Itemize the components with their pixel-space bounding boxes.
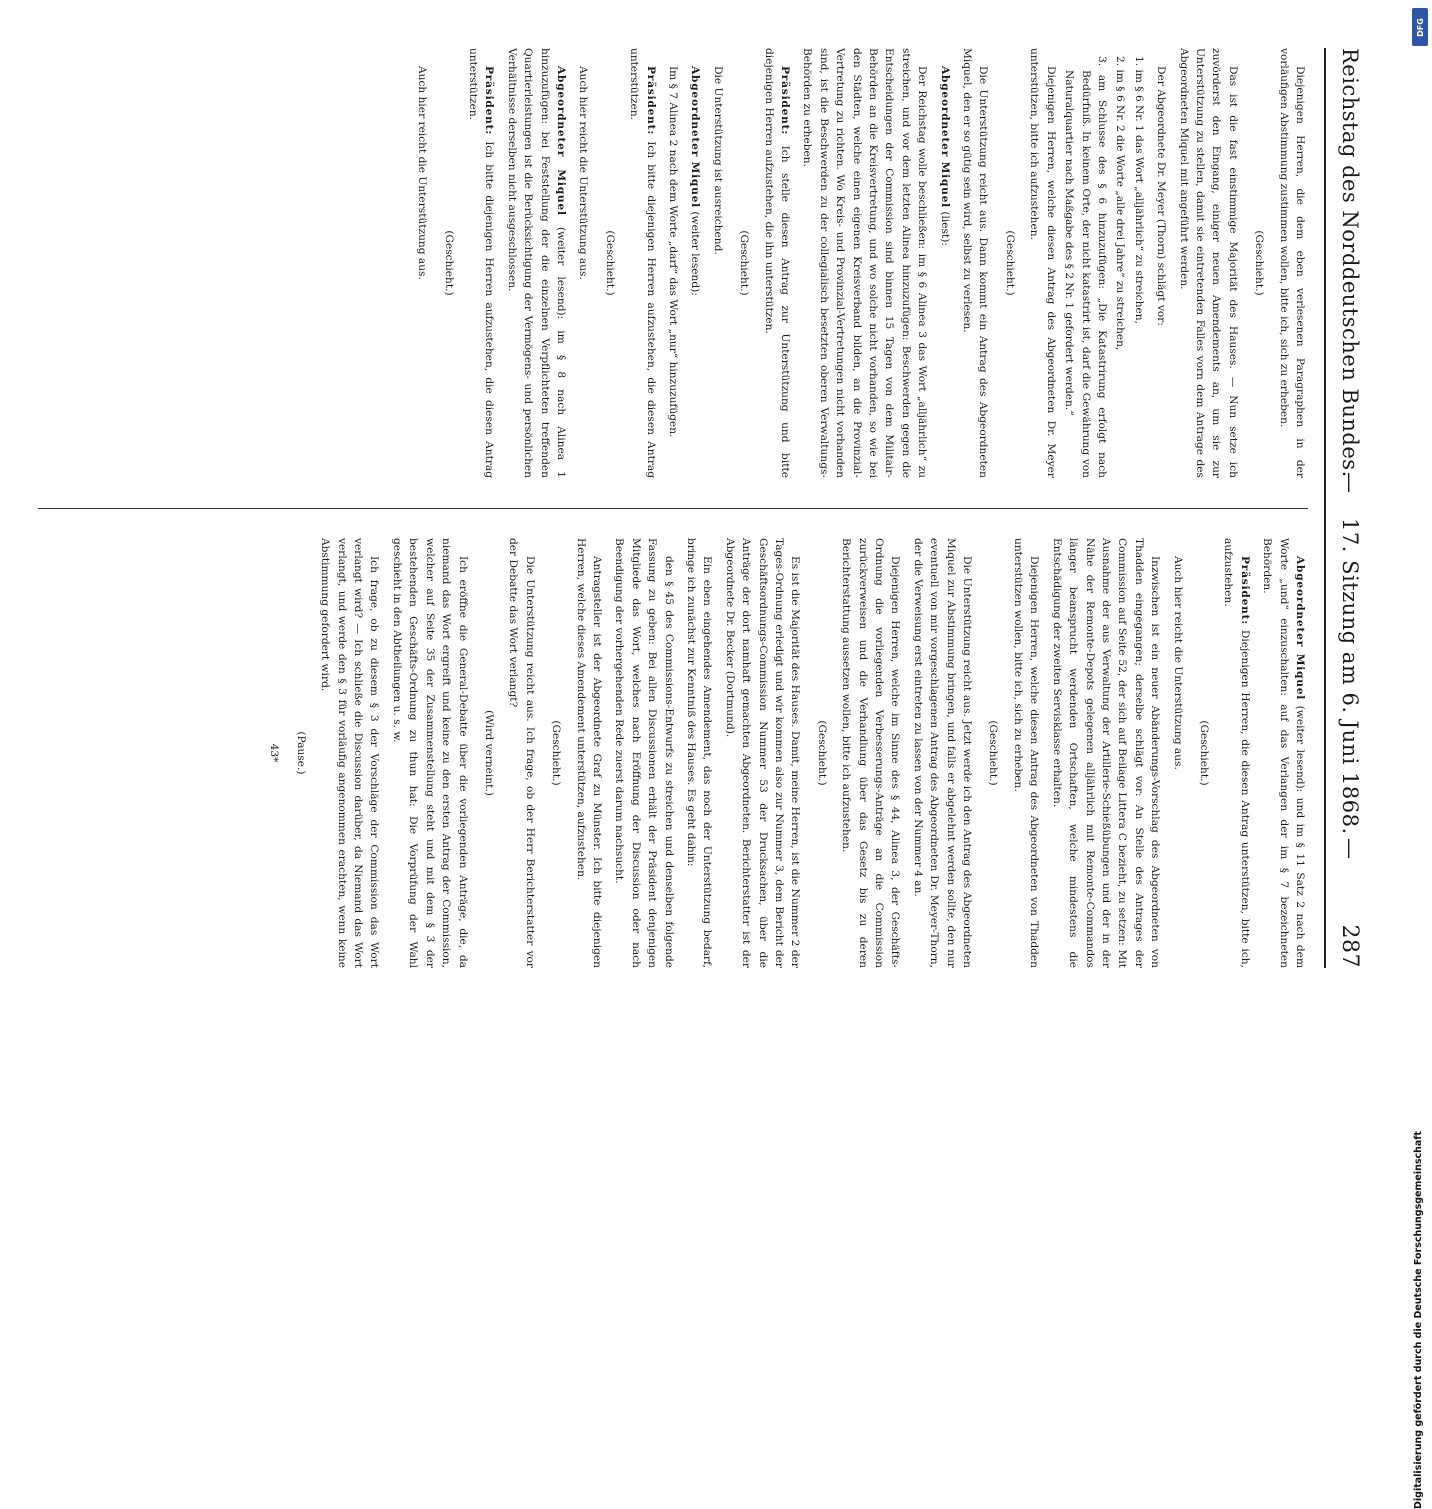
paragraph: Auch hier reicht die Unterstützung aus. (416, 66, 429, 280)
page-header (1324, 48, 1382, 968)
paragraph: den § 45 des Commissions-Entwurfs zu streichen und denselben folgende Fassung zu geben: Bei allen Discussionen erhält der Präsident denjenigen Mitgliede das Wort, welches nach Eröffnung der Discussion oder nach Beendigung der vorhergehenden Rede zuerst darum nachsucht. (613, 538, 675, 968)
page-number: 287 (1337, 924, 1362, 968)
paragraph: Diejenigen Herren, welche diesen Antrag des Abgeordneten Dr. Meyer unterstützen, bitte ich aufzustehen. (1028, 48, 1057, 478)
paragraph: Die Unterstützung reicht aus. Dann kommt ein Antrag des Abgeordneten Miquel, den er so gütig sein wird, selbst zu verlesen. (961, 48, 990, 478)
left-text-column (38, 48, 1308, 478)
speaker-paragraph (687, 48, 703, 478)
speaker-text: Ich bitte diejenigen Herren aufzustehen, die diesen Antrag unterstützen. (466, 48, 496, 478)
paragraph: Der Abgeordnete Dr. Meyer (Thorn) schlägt vor: (1155, 66, 1168, 326)
stage-direction: (Geschieht.) (987, 720, 1000, 786)
paragraph: Die Unterstützung reicht aus. Ich frage, ob der Herr Berichterstatter vor der Debatte das Wort verlangt? (507, 538, 536, 968)
paragraph: Ich frage, ob zu diesem § 3 der Vorschläge der Commission das Wort verlangt wird? — Ich schließe die Discussion darüber, da Niemand das Wort verlangt, und werde den § 3 für vorläufig angenommen erachten, wenn keine Abstimmung gefordert wird. (319, 538, 381, 968)
speaker-paragraph (503, 48, 569, 478)
paragraph: Diejenigen Herren, welche im Sinne des § 44, Alinea 3, der Geschäfts-Ordnung die vorliegenden Verbesserungs-Anträge an die Commission zurückverweisen und die Verhandlung über das Gesetz bis zu deren Berichterstattung aussetzen wollen, bitte ich aufzustehen. (840, 538, 902, 968)
list-item: 1. im § 6 Nr. 1 das Wort „alljährlich“ zu streichen, (1132, 56, 1145, 324)
paragraph: Ich eröffne die General-Debatte über die vorliegenden Anträge, die, da niemand das Wort ergreift und keine zu den ersten Antrag der Commission, welcher auf Seite 35 der Zusammenstellung steht und mit dem § 3 der bestehenden Geschäfts-Ordnung zu thun hat: Die Vorprüfung der Wahl geschieht in den Abtheilungen u. s. w. (390, 538, 469, 968)
speaker-text: Ich bitte diejenigen Herren aufzustehen, die diesen Antrag unterstützen. (628, 48, 657, 478)
paragraph: Die Unterstützung ist ausreichend. (711, 66, 724, 255)
paragraph: Die Unterstützung reicht aus. Jetzt werde ich den Antrag des Abgeordneten Miquel zur Abstimmung bringen, und falls er abgelehnt werden sollte, den nur eventuell von mir vorgeschlagenen Antrag des Abgeordneten Dr. Meyer-Thorn, der die Verweisung erst eintreten zu lassen von der Nummer 4 an. (911, 538, 974, 968)
speaker-name: Präsident: (779, 66, 792, 136)
speaker-text: (weiter lesend): und im § 11 Satz 2 nach dem Worte „und“ einzuschalten: auf das Verlangen der im § 7 bezeichneten Behörden. (1261, 538, 1306, 968)
list-item: 2. im § 6 Nr. 2 die Worte „alle drei Jahre“ zu streichen, (1114, 56, 1127, 351)
stage-direction: (Geschieht.) (603, 230, 616, 296)
paragraph: Diejenigen Herren, die dem eben verlesenen Paragraphen in der vorläufigen Abstimmung zustimmen wollen, bitte ich, sich zu erheben. (1277, 48, 1306, 478)
dfg-logo-text: DFG (1415, 17, 1425, 37)
speaker-name: Präsident: (644, 66, 657, 136)
stage-direction: (Geschieht.) (550, 720, 563, 786)
paragraph: Auch hier reicht die Unterstützung aus. (577, 66, 590, 280)
sidebar-strip (1410, 0, 1432, 1509)
speaker-name: Abgeordneter Miquel (938, 66, 951, 208)
stage-direction: (Geschieht.) (1003, 230, 1016, 296)
header-center-title: 17. Sitzung am 6. Juni 1868. (1338, 518, 1362, 835)
speaker-text: (weiter lesend): im § 8 nach Alinea 1 hinzuzufügen: bei Feststellung der die einzelnen Verpflichteten treffenden Quartierleistungen ist die Berücksichtigung der Vermögens- und persönlichen Verhältnisse derselben nicht ausgeschlossen. (505, 48, 567, 479)
paragraph: Antragsteller ist der Abgeordnete Graf zu Münster. Ich bitte diejenigen Herren, welche dieses Amendement unterstützen, aufzustehen. (574, 538, 603, 968)
paragraph: Diejenigen Herren, welche diesen Antrag des Abgeordneten von Thadden unterstützen wollen, bitte ich, sich zu erheben. (1011, 538, 1041, 968)
speaker-paragraph (1220, 538, 1253, 968)
speaker-text: (weiter lesend): (689, 211, 702, 296)
right-text-column (38, 538, 1308, 968)
speaker-name: Abgeordneter Miquel (554, 66, 567, 216)
speaker-name: Präsident: (1238, 556, 1251, 626)
paragraph: Der Reichstag wolle beschließen: im § 6 Alinea 3 das Wort „alljährlich“ zu streichen, und vor dem letzten Alinea hinzuzufügen: Beschwerden gegen die Entscheidungen der Commission sind binnen 15 Tagen von dem Militair-Behörden an die Kreisvertretung, und wo solche nicht vorhanden, so wie bei den Städten, welche einen eigenen Kreisverband bilden, an die Provinzial-Vertretung zu richten. Wo Kreis- und Provinzial-Vertretungen nicht vorhanden sind, ist die Beschwerden zu der collegialisch besetzten oberen Verwaltungs-Behörden zu erheben. (801, 48, 929, 478)
stage-direction: 43* (268, 743, 281, 763)
header-dash-right: — (1338, 838, 1362, 860)
speaker-name: Abgeordneter Miquel (689, 66, 702, 208)
paragraph: Es ist die Majorität des Hauses. Damit, meine Herren, ist die Nummer 2 der Tages-Ordnung erledigt und wir kommen also zur Nummer 3, dem Bericht der Geschäftsordnungs-Commission Nummer 53 der Drucksachen, über die Anträge der dort namhaft gemachten Abgeordneten. Berichterstatter ist der Abgeordnete Dr. Becker (Dortmund). (723, 538, 802, 968)
stage-direction: (Geschieht.) (815, 720, 828, 786)
speaker-name: Abgeordneter Miquel (1294, 556, 1306, 701)
header-left-title: Reichstag des Norddeutschen Bundes. (1338, 48, 1362, 478)
stage-direction: (Geschieht.) (442, 230, 455, 296)
speaker-text: Ich stelle diesen Antrag zur Unterstützung und bitte diejenigen Herren aufzustehen, die ihn unterstützen. (762, 48, 792, 478)
speaker-paragraph (1259, 538, 1308, 968)
paragraph: Im § 7 Alinea 2 nach dem Worte „darf“ das Wort „nur“ hinzuzufügen. (667, 66, 679, 438)
paragraph: Inzwischen ist ein neuer Abänderungs-Vorschlag des Abgeordneten von Thadden eingegangen; derselbe schlägt vor: An Stelle des Antrages der Commission auf Seite 52, der sich auf Beilage Littera C bezieht, zu setzen: Mit Ausnahme der aus Verwaltung der Artillerie-Schießübungen und der in der Nähe der Remonte-Depots gelegenen alljährlich mit Remonte-Commandos länger beansprucht werdenden Ortschaften, welche mindestens die Entschädigung der zweiten Servisklasse erhalten. (1050, 538, 1162, 968)
stage-direction: (Pause.) (294, 731, 307, 775)
paragraph: Ein eben eingehendes Amendement, das noch der Unterstützung bedarf, bringe ich zunächst zur Kenntniß des Hauses. Es geht dahin: (685, 538, 714, 968)
stage-direction: (Wird verneint.) (482, 710, 495, 796)
paragraph: Das ist die fast einstimmige Majorität des Hauses. — Nun setze ich zuvörderst den Eingang, einiger neuen Amendements an, um sie zur Unterstützung zu stellen, damit sie eintretenden Falles vorn dem Antrage des Abgeordneten Miquel mit angeführt werden. (1177, 48, 1239, 478)
speaker-name: Präsident: (483, 66, 496, 136)
speaker-text: (liest): (938, 211, 951, 246)
speaker-text: Diejenigen Herren, die diesen Antrag unterstützen, bitte ich, aufzustehen. (1222, 538, 1251, 968)
funding-caption: Digitalisierung gefördert durch die Deutsche Forschungsgemeinschaft (1413, 1131, 1424, 1509)
column-divider (38, 508, 1308, 509)
speaker-paragraph (936, 48, 952, 478)
list-item: 3. am Schlusse des § 6 hinzuzufügen: „Die Katastrirung erfolgt nach Bedürfniß. In keinem Orte, der nicht katastrirt ist, darf die Gewährung von Naturalquartier nach Maßgabe des § 2 Nr. 1 gefordert werden.“ (1063, 56, 1108, 478)
speaker-paragraph (760, 48, 793, 478)
speaker-paragraph (465, 48, 498, 478)
speaker-paragraph (626, 48, 659, 478)
stage-direction: (Geschieht.) (1253, 230, 1266, 296)
dfg-logo-icon (1412, 8, 1428, 46)
header-dash-left: — (1338, 472, 1362, 494)
paragraph: Auch hier reicht die Unterstützung aus. (1171, 556, 1184, 770)
stage-direction: (Geschieht.) (738, 230, 751, 296)
stage-direction: (Geschieht.) (1197, 720, 1210, 786)
